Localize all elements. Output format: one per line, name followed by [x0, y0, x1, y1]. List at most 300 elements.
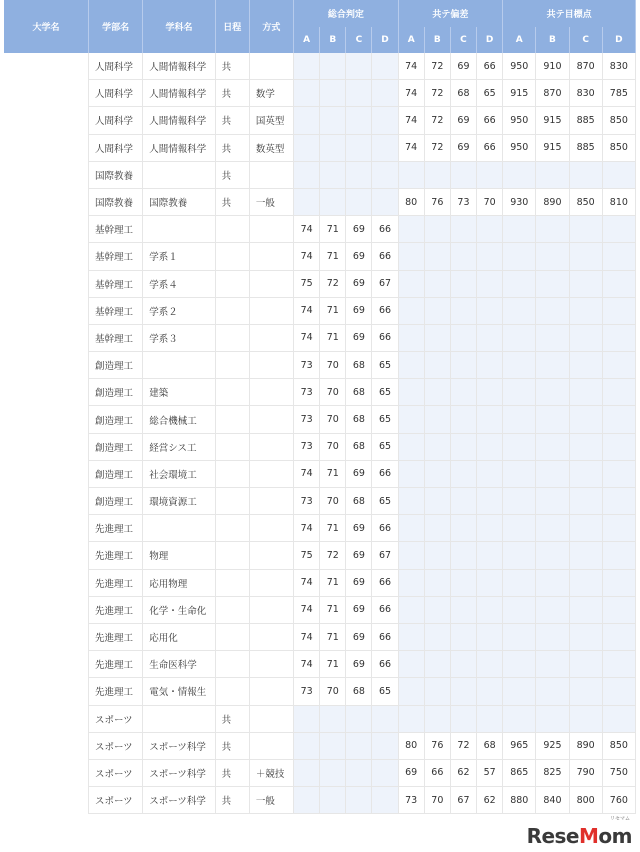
cell-hensa — [398, 678, 424, 705]
cell-target — [536, 406, 569, 433]
subheader-cell: C — [450, 27, 476, 53]
cell-hensa — [450, 460, 476, 487]
subheader-cell: B — [320, 27, 346, 53]
cell-target — [536, 569, 569, 596]
cell-hensa: 66 — [424, 759, 450, 786]
cell-schedule — [215, 596, 249, 623]
cell-dept: 人間情報科学 — [143, 53, 215, 80]
cell-target — [536, 705, 569, 732]
cell-sogo: 75 — [294, 542, 320, 569]
cell-hensa: 72 — [424, 107, 450, 134]
cell-target — [569, 433, 602, 460]
cell-schedule: 共 — [215, 53, 249, 80]
cell-method — [249, 542, 293, 569]
cell-sogo: 65 — [372, 678, 398, 705]
cell-method: 数学 — [249, 80, 293, 107]
cell-schedule — [215, 488, 249, 515]
cell-sogo: 69 — [346, 324, 372, 351]
cell-hensa — [450, 379, 476, 406]
cell-sogo: 66 — [372, 569, 398, 596]
cell-target — [569, 406, 602, 433]
cell-schedule — [215, 678, 249, 705]
table-row — [4, 787, 636, 814]
table-row — [4, 352, 636, 379]
cell-method — [249, 270, 293, 297]
cell-target — [503, 161, 536, 188]
cell-schedule: 共 — [215, 732, 249, 759]
cell-sogo: 69 — [346, 596, 372, 623]
cell-sogo: 71 — [320, 623, 346, 650]
cell-hensa — [398, 379, 424, 406]
cell-method: 一般 — [249, 188, 293, 215]
cell-method: 一般 — [249, 787, 293, 814]
table-row — [4, 53, 636, 80]
cell-hensa — [424, 352, 450, 379]
resemom-logo: ReseMom — [526, 824, 632, 848]
table-row — [4, 80, 636, 107]
cell-method — [249, 488, 293, 515]
cell-target — [503, 433, 536, 460]
cell-hensa — [398, 705, 424, 732]
cell-sogo — [372, 161, 398, 188]
cell-target — [536, 678, 569, 705]
cell-faculty: 人間科学 — [88, 107, 142, 134]
cell-sogo: 65 — [372, 379, 398, 406]
cell-target — [569, 569, 602, 596]
cell-target — [503, 379, 536, 406]
cell-sogo: 74 — [294, 623, 320, 650]
cell-sogo — [294, 80, 320, 107]
table-row — [4, 705, 636, 732]
cell-target — [503, 460, 536, 487]
cell-hensa — [450, 270, 476, 297]
cell-faculty: 人間科学 — [88, 134, 142, 161]
cell-faculty: 人間科学 — [88, 53, 142, 80]
cell-hensa — [424, 515, 450, 542]
cell-target — [536, 352, 569, 379]
cell-hensa — [477, 161, 503, 188]
cell-target: 930 — [503, 188, 536, 215]
table-row — [4, 324, 636, 351]
cell-sogo: 73 — [294, 678, 320, 705]
subheader-cell: D — [602, 27, 635, 53]
cell-hensa — [398, 433, 424, 460]
cell-hensa — [477, 678, 503, 705]
cell-target: 925 — [536, 732, 569, 759]
cell-sogo — [320, 732, 346, 759]
cell-sogo: 74 — [294, 216, 320, 243]
cell-sogo: 74 — [294, 651, 320, 678]
cell-hensa — [398, 270, 424, 297]
cell-hensa — [398, 651, 424, 678]
cell-hensa — [398, 569, 424, 596]
cell-hensa: 74 — [398, 134, 424, 161]
cell-schedule: 共 — [215, 161, 249, 188]
cell-hensa — [477, 243, 503, 270]
cell-dept: 学系２ — [143, 297, 215, 324]
group-header-sogo: 総合判定 — [294, 0, 399, 27]
cell-faculty: 先進理工 — [88, 596, 142, 623]
cell-schedule — [215, 515, 249, 542]
cell-target: 830 — [569, 80, 602, 107]
subheader-cell: D — [372, 27, 398, 53]
cell-target — [569, 515, 602, 542]
cell-method — [249, 243, 293, 270]
cell-sogo: 70 — [320, 379, 346, 406]
cell-target — [503, 270, 536, 297]
cell-schedule — [215, 352, 249, 379]
cell-hensa — [477, 406, 503, 433]
cell-schedule — [215, 270, 249, 297]
table-row — [4, 107, 636, 134]
cell-hensa: 73 — [450, 188, 476, 215]
cell-hensa — [450, 515, 476, 542]
col-header-method: 方式 — [249, 0, 293, 53]
cell-target — [602, 488, 635, 515]
cell-sogo — [320, 134, 346, 161]
cell-hensa — [424, 705, 450, 732]
cell-sogo: 71 — [320, 569, 346, 596]
cell-target — [536, 379, 569, 406]
cell-dept: 国際教養 — [143, 188, 215, 215]
cell-hensa: 80 — [398, 188, 424, 215]
cell-hensa: 72 — [424, 53, 450, 80]
cell-hensa: 62 — [477, 787, 503, 814]
cell-hensa — [424, 596, 450, 623]
cell-dept: 環境資源工 — [143, 488, 215, 515]
cell-target — [503, 569, 536, 596]
cell-target — [569, 705, 602, 732]
cell-target — [569, 596, 602, 623]
cell-dept: 電気・情報生 — [143, 678, 215, 705]
col-header-dept: 学科名 — [143, 0, 215, 53]
cell-sogo — [294, 161, 320, 188]
cell-target — [536, 596, 569, 623]
cell-hensa — [477, 569, 503, 596]
cell-hensa — [477, 623, 503, 650]
cell-sogo: 66 — [372, 324, 398, 351]
cell-sogo: 65 — [372, 488, 398, 515]
cell-schedule — [215, 569, 249, 596]
subheader-cell: A — [294, 27, 320, 53]
cell-hensa — [477, 433, 503, 460]
col-header-faculty: 学部名 — [88, 0, 142, 53]
cell-target — [503, 297, 536, 324]
cell-dept — [143, 216, 215, 243]
cell-target — [602, 433, 635, 460]
cell-hensa: 69 — [450, 134, 476, 161]
cell-sogo: 69 — [346, 270, 372, 297]
cell-sogo: 72 — [320, 542, 346, 569]
col-header-univ: 大学名 — [4, 0, 88, 53]
cell-sogo — [372, 107, 398, 134]
cell-target: 750 — [602, 759, 635, 786]
cell-faculty: 基幹理工 — [88, 216, 142, 243]
cell-method — [249, 406, 293, 433]
cell-sogo: 73 — [294, 433, 320, 460]
cell-hensa — [398, 596, 424, 623]
cell-hensa — [424, 216, 450, 243]
cell-sogo — [294, 732, 320, 759]
cell-hensa — [477, 542, 503, 569]
cell-sogo: 73 — [294, 488, 320, 515]
cell-hensa — [398, 542, 424, 569]
subheader-cell: C — [569, 27, 602, 53]
logo-subtext: リセマム — [610, 816, 630, 822]
col-header-schedule: 日程 — [215, 0, 249, 53]
cell-target — [569, 379, 602, 406]
cell-target: 870 — [536, 80, 569, 107]
cell-dept — [143, 705, 215, 732]
cell-hensa — [398, 460, 424, 487]
cell-sogo: 74 — [294, 569, 320, 596]
cell-sogo: 66 — [372, 515, 398, 542]
cell-sogo — [294, 107, 320, 134]
cell-target — [536, 297, 569, 324]
cell-method: 国英型 — [249, 107, 293, 134]
cell-faculty: スポーツ — [88, 787, 142, 814]
cell-sogo — [372, 759, 398, 786]
cell-method — [249, 732, 293, 759]
table-row — [4, 216, 636, 243]
cell-schedule — [215, 297, 249, 324]
cell-target — [602, 623, 635, 650]
cell-method: ＋競技 — [249, 759, 293, 786]
cell-faculty: 先進理工 — [88, 515, 142, 542]
cell-schedule — [215, 542, 249, 569]
cell-target — [536, 515, 569, 542]
cell-target — [503, 542, 536, 569]
cell-sogo: 67 — [372, 542, 398, 569]
cell-sogo — [372, 134, 398, 161]
cell-target — [569, 460, 602, 487]
cell-schedule: 共 — [215, 134, 249, 161]
cell-sogo: 74 — [294, 515, 320, 542]
cell-target — [569, 243, 602, 270]
cell-dept: 人間情報科学 — [143, 134, 215, 161]
cell-sogo — [294, 705, 320, 732]
cell-sogo: 68 — [346, 406, 372, 433]
cell-hensa — [477, 379, 503, 406]
cell-target: 890 — [536, 188, 569, 215]
cell-target — [503, 352, 536, 379]
cell-sogo: 66 — [372, 623, 398, 650]
cell-target — [503, 651, 536, 678]
cell-faculty: 創造理工 — [88, 406, 142, 433]
cell-method — [249, 216, 293, 243]
cell-method — [249, 651, 293, 678]
cell-target — [536, 216, 569, 243]
cell-hensa: 66 — [477, 53, 503, 80]
cell-target — [536, 433, 569, 460]
cell-sogo — [320, 80, 346, 107]
results-table — [4, 0, 636, 814]
cell-sogo: 73 — [294, 352, 320, 379]
cell-sogo: 66 — [372, 460, 398, 487]
table-row — [4, 488, 636, 515]
cell-hensa — [398, 352, 424, 379]
cell-method — [249, 596, 293, 623]
table-row — [4, 596, 636, 623]
group-header-hensa: 共テ偏差 — [398, 0, 503, 27]
cell-target: 850 — [602, 732, 635, 759]
cell-dept: 総合機械工 — [143, 406, 215, 433]
cell-dept: 社会環境工 — [143, 460, 215, 487]
cell-target — [602, 460, 635, 487]
cell-target — [536, 651, 569, 678]
cell-target: 830 — [602, 53, 635, 80]
cell-target: 800 — [569, 787, 602, 814]
cell-dept: 人間情報科学 — [143, 107, 215, 134]
cell-target — [503, 406, 536, 433]
cell-sogo: 65 — [372, 406, 398, 433]
cell-target — [569, 216, 602, 243]
cell-sogo — [294, 787, 320, 814]
cell-faculty: スポーツ — [88, 705, 142, 732]
cell-target — [503, 515, 536, 542]
cell-faculty: 人間科学 — [88, 80, 142, 107]
table-row — [4, 161, 636, 188]
cell-dept: 建築 — [143, 379, 215, 406]
cell-sogo: 71 — [320, 651, 346, 678]
cell-target: 915 — [536, 134, 569, 161]
cell-target: 850 — [602, 134, 635, 161]
cell-dept: 学系３ — [143, 324, 215, 351]
cell-hensa — [424, 324, 450, 351]
cell-target — [569, 542, 602, 569]
cell-target — [602, 542, 635, 569]
cell-target — [602, 651, 635, 678]
cell-sogo — [320, 188, 346, 215]
table-row — [4, 678, 636, 705]
cell-hensa — [450, 488, 476, 515]
cell-hensa — [424, 569, 450, 596]
cell-sogo: 70 — [320, 352, 346, 379]
table-row — [4, 433, 636, 460]
cell-sogo — [346, 107, 372, 134]
cell-target — [602, 596, 635, 623]
cell-target — [536, 623, 569, 650]
cell-dept: 化学・生命化 — [143, 596, 215, 623]
subheader-cell: A — [503, 27, 536, 53]
cell-hensa — [477, 460, 503, 487]
cell-target: 950 — [503, 134, 536, 161]
cell-target — [536, 488, 569, 515]
cell-target: 880 — [503, 787, 536, 814]
cell-faculty: 国際教養 — [88, 188, 142, 215]
cell-sogo: 66 — [372, 297, 398, 324]
cell-dept — [143, 515, 215, 542]
cell-sogo — [294, 188, 320, 215]
cell-hensa: 65 — [477, 80, 503, 107]
cell-schedule — [215, 324, 249, 351]
cell-schedule — [215, 406, 249, 433]
cell-target: 865 — [503, 759, 536, 786]
cell-hensa: 70 — [424, 787, 450, 814]
cell-sogo: 74 — [294, 243, 320, 270]
cell-hensa: 70 — [477, 188, 503, 215]
cell-sogo: 66 — [372, 651, 398, 678]
table-row — [4, 651, 636, 678]
cell-hensa — [477, 705, 503, 732]
cell-sogo: 66 — [372, 243, 398, 270]
cell-faculty: 基幹理工 — [88, 270, 142, 297]
cell-hensa: 73 — [398, 787, 424, 814]
cell-hensa — [450, 678, 476, 705]
cell-hensa — [477, 352, 503, 379]
cell-faculty: 先進理工 — [88, 651, 142, 678]
cell-method — [249, 623, 293, 650]
cell-hensa: 68 — [450, 80, 476, 107]
cell-dept: スポーツ科学 — [143, 759, 215, 786]
cell-target: 950 — [503, 53, 536, 80]
cell-sogo — [372, 80, 398, 107]
cell-faculty: 国際教養 — [88, 161, 142, 188]
cell-hensa: 67 — [450, 787, 476, 814]
cell-faculty: 創造理工 — [88, 379, 142, 406]
cell-schedule: 共 — [215, 80, 249, 107]
cell-sogo — [320, 107, 346, 134]
cell-faculty: 基幹理工 — [88, 324, 142, 351]
cell-target — [503, 596, 536, 623]
table-row — [4, 542, 636, 569]
table-body — [4, 53, 636, 814]
cell-sogo: 71 — [320, 324, 346, 351]
table-row — [4, 379, 636, 406]
table-row — [4, 243, 636, 270]
cell-sogo: 67 — [372, 270, 398, 297]
cell-hensa — [450, 569, 476, 596]
cell-faculty: 創造理工 — [88, 460, 142, 487]
cell-schedule — [215, 433, 249, 460]
cell-target — [602, 515, 635, 542]
cell-target — [503, 216, 536, 243]
cell-schedule — [215, 651, 249, 678]
cell-dept: 応用物理 — [143, 569, 215, 596]
table-row — [4, 134, 636, 161]
cell-hensa — [450, 433, 476, 460]
cell-hensa — [450, 651, 476, 678]
cell-target — [536, 542, 569, 569]
cell-sogo: 73 — [294, 379, 320, 406]
table-row — [4, 460, 636, 487]
cell-target — [569, 488, 602, 515]
cell-method — [249, 705, 293, 732]
cell-sogo — [372, 732, 398, 759]
cell-hensa: 76 — [424, 732, 450, 759]
cell-target — [602, 216, 635, 243]
cell-target — [602, 352, 635, 379]
cell-method — [249, 352, 293, 379]
cell-faculty: 先進理工 — [88, 623, 142, 650]
subheader-cell: B — [536, 27, 569, 53]
cell-hensa — [450, 161, 476, 188]
cell-hensa: 74 — [398, 107, 424, 134]
cell-method — [249, 53, 293, 80]
cell-target: 950 — [503, 107, 536, 134]
cell-hensa: 57 — [477, 759, 503, 786]
table-row — [4, 732, 636, 759]
cell-hensa: 72 — [424, 80, 450, 107]
cell-sogo: 70 — [320, 406, 346, 433]
cell-faculty: 創造理工 — [88, 488, 142, 515]
cell-sogo — [320, 759, 346, 786]
cell-sogo: 69 — [346, 569, 372, 596]
cell-target — [536, 324, 569, 351]
cell-sogo: 70 — [320, 488, 346, 515]
cell-hensa: 80 — [398, 732, 424, 759]
cell-schedule: 共 — [215, 787, 249, 814]
